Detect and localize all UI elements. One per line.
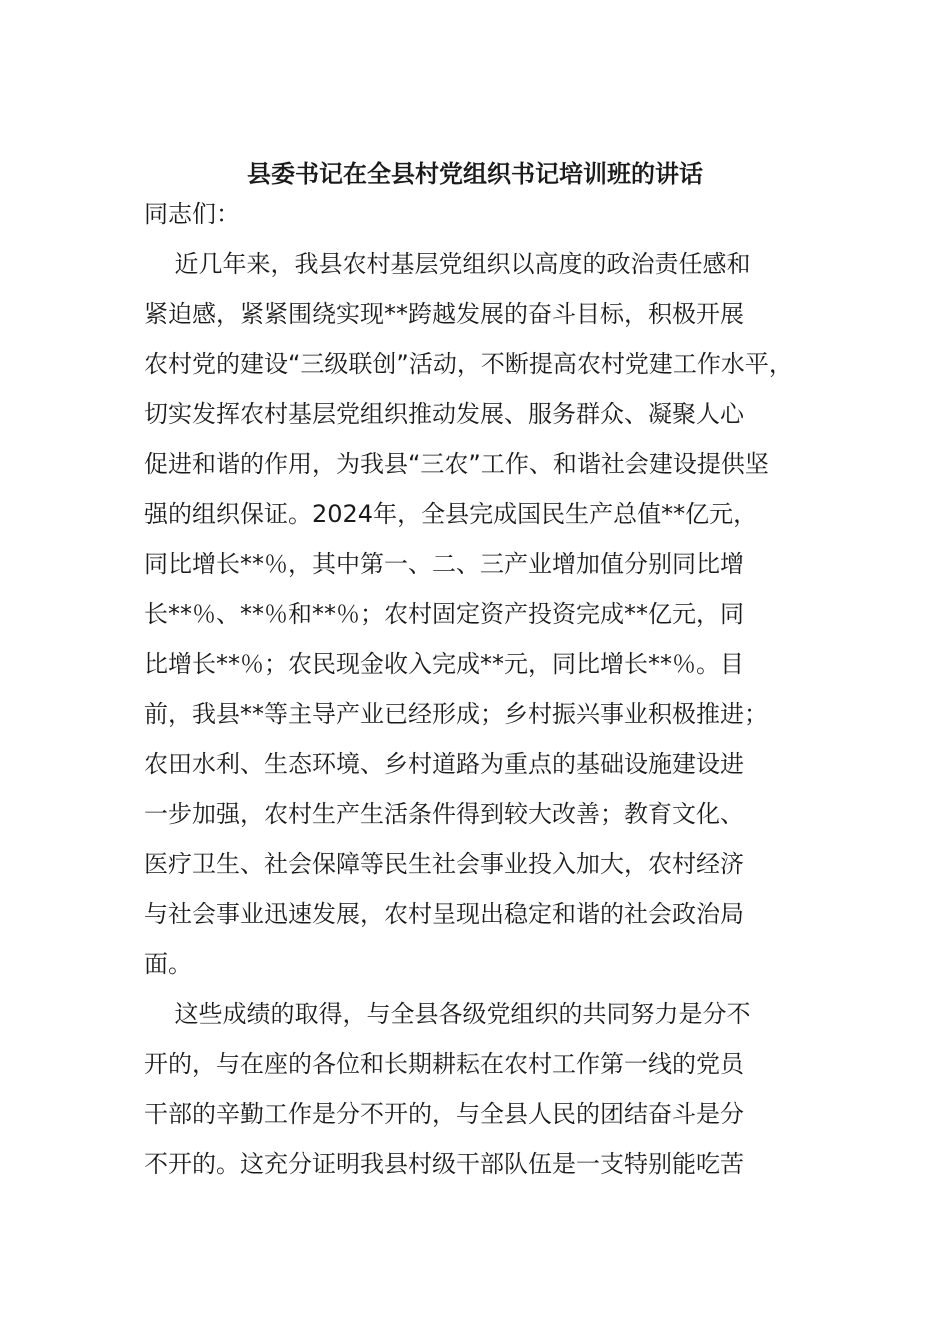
paragraph-line: 紧迫感，紧紧围绕实现**跨越发展的奋斗目标，积极开展 [144,300,744,328]
salutation: 同志们： [144,200,240,228]
paragraph-line: 同比增长**％，其中第一、二、三产业增加值分别同比增 [144,550,744,578]
paragraph-line: 这些成绩的取得，与全县各级党组织的共同努力是分不 [144,1000,751,1028]
paragraph-1 [144,239,834,989]
paragraph-line: 前，我县**等主导产业已经形成；乡村振兴事业积极推进； [144,700,768,728]
paragraph-line: 面。 [144,950,192,978]
document-title: 县委书记在全县村党组织书记培训班的讲话 [247,160,703,188]
paragraph-line: 与社会事业迅速发展，农村呈现出稳定和谐的社会政治局 [144,900,744,928]
paragraph-line: 近几年来，我县农村基层党组织以高度的政治责任感和 [144,250,751,278]
paragraph-line: 开的，与在座的各位和长期耕耘在农村工作第一线的党员 [144,1050,744,1078]
paragraph-line: 强的组织保证。2024年，全县完成国民生产总值**亿元， [144,500,758,528]
paragraph-line: 一步加强，农村生产生活条件得到较大改善；教育文化、 [144,800,744,828]
paragraph-line: 比增长**％；农民现金收入完成**元，同比增长**％。目 [144,650,744,678]
paragraph-line: 农田水利、生态环境、乡村道路为重点的基础设施建设进 [144,750,744,778]
paragraph-line: 干部的辛勤工作是分不开的，与全县人民的团结奋斗是分 [144,1100,744,1128]
paragraph-line: 促进和谐的作用，为我县“三农”工作、和谐社会建设提供坚 [144,450,769,478]
document-body [144,189,834,1189]
paragraph-line: 农村党的建设“三级联创”活动，不断提高农村党建工作水平， [144,350,793,378]
paragraph-line: 不开的。这充分证明我县村级干部队伍是一支特别能吃苦 [144,1150,744,1178]
paragraph-line: 切实发挥农村基层党组织推动发展、服务群众、凝聚人心 [144,400,744,428]
paragraph-line: 医疗卫生、社会保障等民生社会事业投入加大，农村经济 [144,850,744,878]
paragraph-2 [144,989,834,1189]
paragraph-line: 长**％、**％和**％；农村固定资产投资完成**亿元，同 [144,600,744,628]
